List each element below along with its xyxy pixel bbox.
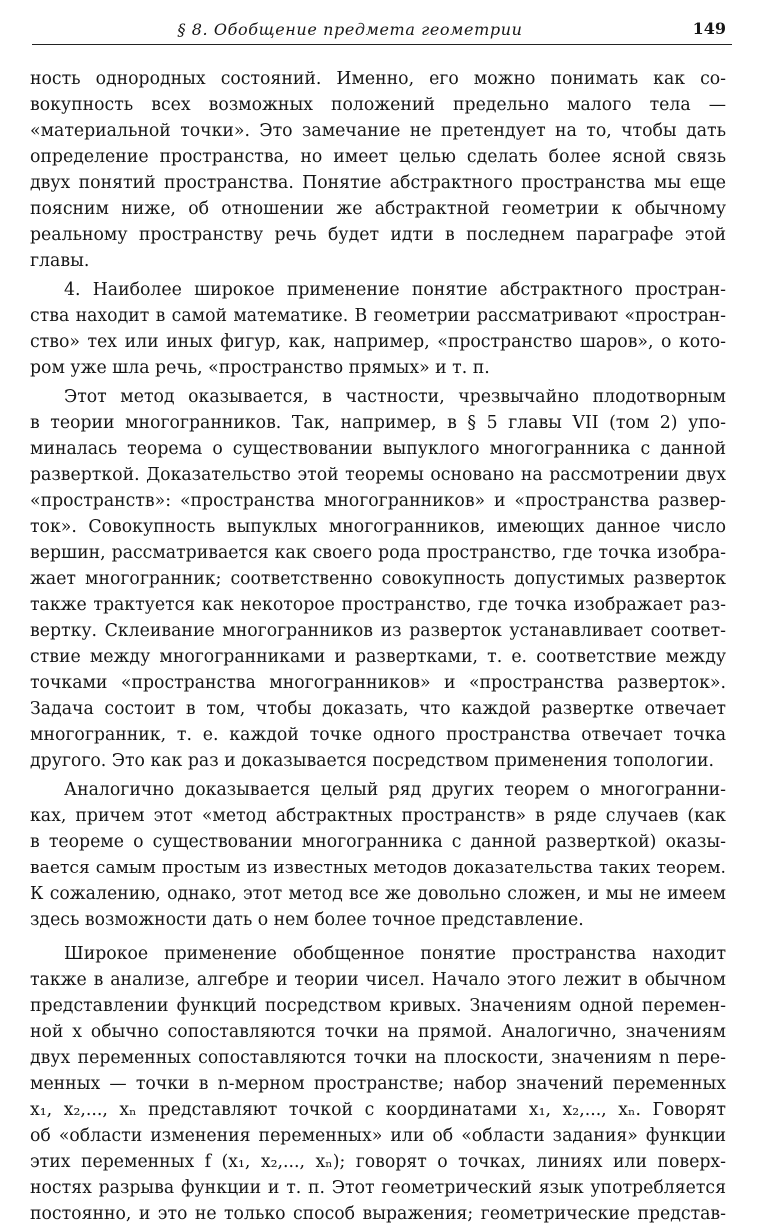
text-line: x₁, x₂,..., xₙ представляют точкой с координатами x₁, x₂,..., xₙ. Говорят <box>30 1100 726 1120</box>
text-line: также в анализе, алгебре и теории чисел. Начало этого лежит в обычном <box>30 970 726 990</box>
text-line: в теореме о существовании многогранника с данной разверткой) оказы- <box>30 832 726 852</box>
text-line: жает многогранник; соответственно совокупность допустимых разверток <box>30 569 726 589</box>
text-line: ках, причем этот «метод абстрактных пространств» в ряде случаев (как <box>30 806 726 826</box>
text-line: Этот метод оказывается, в частности, чрезвычайно плодотворным <box>64 387 726 407</box>
text-line: миналась теорема о существовании выпуклого многогранника с данной <box>30 439 726 459</box>
text-line: менных — точки в n-мерном пространстве; набор значений переменных <box>30 1074 726 1094</box>
text-line: ностях разрыва функции и т. п. Этот геометрический язык употребляется <box>30 1178 726 1198</box>
text-line: «материальной точки». Это замечание не претендует на то, чтобы дать <box>30 121 726 141</box>
text-line: ствие между многогранниками и развертками, т. е. соответствие между <box>30 647 726 667</box>
text-line: ство» тех или иных фигур, как, например, «пространство шаров», о кото- <box>30 332 726 352</box>
text-line: этих переменных f (x₁, x₂,..., xₙ); говорят о точках, линиях или поверх- <box>30 1152 726 1172</box>
text-line: поясним ниже, об отношении же абстрактной геометрии к обычному <box>30 199 726 219</box>
text-line: постоянно, и это не только способ выражения; геометрические представ- <box>30 1204 726 1224</box>
text-line: точками «пространства многогранников» и «пространства разверток». <box>30 673 726 693</box>
paragraph <box>30 277 726 381</box>
text-line: ность однородных состояний. Именно, его можно понимать как со- <box>30 69 726 89</box>
text-line: Широкое применение обобщенное понятие пространства находит <box>64 944 726 964</box>
text-line: определение пространства, но имеет целью сделать более ясной связь <box>30 147 726 167</box>
text-line: вокупность всех возможных положений предельно малого тела — <box>30 95 726 115</box>
text-line: другого. Это как раз и доказывается посредством применения топологии. <box>30 751 715 771</box>
page-number: 149 <box>692 19 726 38</box>
text-line: разверткой. Доказательство этой теоремы основано на рассмотрении двух <box>30 465 726 485</box>
text-line: двух понятий пространства. Понятие абстрактного пространства мы еще <box>30 173 726 193</box>
text-line: Аналогично доказывается целый ряд других теорем о многогранни- <box>64 780 726 800</box>
text-line: ток». Совокупность выпуклых многогранников, имеющих данное число <box>30 517 726 537</box>
text-line: об «области изменения переменных» или об «области задания» функции <box>30 1126 726 1146</box>
text-line: ства находит в самой математике. В геометрии рассматривают «простран- <box>30 306 726 326</box>
running-title: § 8. Обобщение предмета геометрии <box>177 20 523 39</box>
body-text <box>30 66 726 1227</box>
paragraph <box>30 777 726 933</box>
text-line: ром уже шла речь, «пространство прямых» и т. п. <box>30 358 490 378</box>
text-line: вершин, рассматривается как своего рода пространство, где точка изобра- <box>30 543 726 563</box>
text-line: ной x обычно сопоставляются точки на прямой. Аналогично, значениям <box>30 1022 726 1042</box>
text-line: главы. <box>30 251 90 271</box>
text-line: двух переменных сопоставляются точки на плоскости, значениям n пере- <box>30 1048 726 1068</box>
text-line: Задача состоит в том, чтобы доказать, что каждой развертке отвечает <box>30 699 726 719</box>
text-line: в теории многогранников. Так, например, в § 5 главы VII (том 2) упо- <box>30 413 726 433</box>
text-line: «пространств»: «пространства многогранников» и «пространства развер- <box>30 491 726 511</box>
paragraph <box>30 941 726 1227</box>
page-header <box>32 14 732 45</box>
text-line: многогранник, т. е. каждой точке одного пространства отвечает точка <box>30 725 726 745</box>
paragraph <box>30 66 726 274</box>
text-line: представлении функций посредством кривых. Значениям одной перемен- <box>30 996 726 1016</box>
paragraph <box>30 384 726 774</box>
text-line: 4. Наиболее широкое применение понятие абстрактного простран- <box>64 280 726 300</box>
text-line: также трактуется как некоторое пространство, где точка изображает раз- <box>30 595 726 615</box>
text-line: вается самым простым из известных методов доказательства таких теорем. <box>30 858 726 878</box>
text-line: вертку. Склеивание многогранников из разверток устанавливает соответ- <box>30 621 726 641</box>
text-line: К сожалению, однако, этот метод все же довольно сложен, и мы не имеем <box>30 884 726 904</box>
text-line: реальному пространству речь будет идти в последнем параграфе этой <box>30 225 726 245</box>
text-line: здесь возможности дать о нем более точное представление. <box>30 910 584 930</box>
